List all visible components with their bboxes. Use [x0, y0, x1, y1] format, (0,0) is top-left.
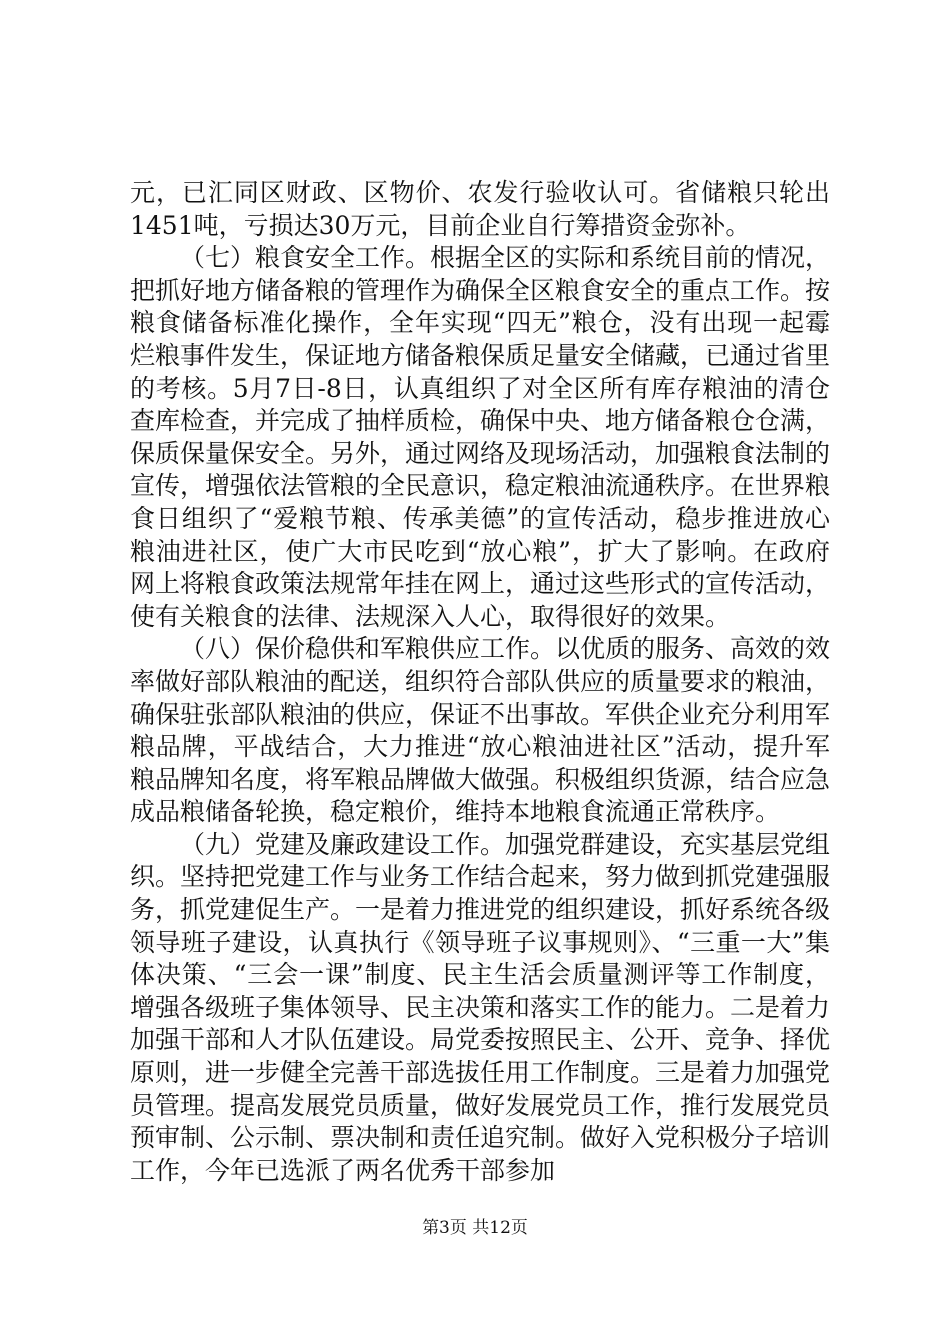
paragraph-continuation: 元，已汇同区财政、区物价、农发行验收认可。省储粮只轮出1451吨，亏损达30万元，目前企业自行筹措资金弥补。 [130, 178, 830, 240]
document-body [130, 177, 830, 1187]
paragraph-military-grain-supply: （八）保价稳供和军粮供应工作。以优质的服务、高效的效率做好部队粮油的配送，组织符合部队供应的质量要求的粮油，确保驻张部队粮油的供应，保证不出事故。军供企业充分利用军粮品牌，平战结合，大力推进“放心粮油进社区”活动，提升军粮品牌知名度，将军粮品牌做大做强。积极组织货源，结合应急成品粮储备轮换，稳定粮价，维持本地粮食流通正常秩序。 [130, 634, 831, 827]
page-footer [0, 1213, 950, 1238]
page-number-label: 第3页 共12页 [422, 1218, 528, 1238]
paragraph-grain-safety: （七）粮食安全工作。根据全区的实际和系统目前的情况，把抓好地方储备粮的管理作为确保全区粮食安全的重点工作。按粮食储备标准化操作，全年实现“四无”粮仓，没有出现一起霉烂粮事件发生，保证地方储备粮保质足量安全储藏，已通过省里的考核。5月7日-8日，认真组织了对全区所有库存粮油的清仓查库检查，并完成了抽样质检，确保中央、地方储备粮仓仓满，保质保量保安全。另外，通过网络及现场活动，加强粮食法制的宣传，增强依法管粮的全民意识，稳定粮油流通秩序。在世界粮食日组织了“爱粮节粮、传承美德”的宣传活动，稳步推进放心粮油进社区，使广大市民吃到“放心粮”，扩大了影响。在政府网上将粮食政策法规常年挂在网上，通过这些形式的宣传活动，使有关粮食的法律、法规深入人心，取得很好的效果。 [130, 243, 831, 631]
paragraph-party-building: （九）党建及廉政建设工作。加强党群建设，充实基层党组织。坚持把党建工作与业务工作结合起来，努力做到抓党建强服务，抓党建促生产。一是着力推进党的组织建设，抓好系统各级领导班子建设，认真执行《领导班子议事规则》、“三重一大”集体决策、“三会一课”制度、民主生活会质量测评等工作制度，增强各级班子集体领导、民主决策和落实工作的能力。二是着力加强干部和人才队伍建设。局党委按照民主、公开、竞争、择优原则，进一步健全完善干部选拔任用工作制度。三是着力加强党员管理。提高发展党员质量，做好发展党员工作，推行发展党员预审制、公示制、票决制和责任追究制。做好入党积极分子培训工作，今年已选派了两名优秀干部参加 [130, 829, 831, 1185]
